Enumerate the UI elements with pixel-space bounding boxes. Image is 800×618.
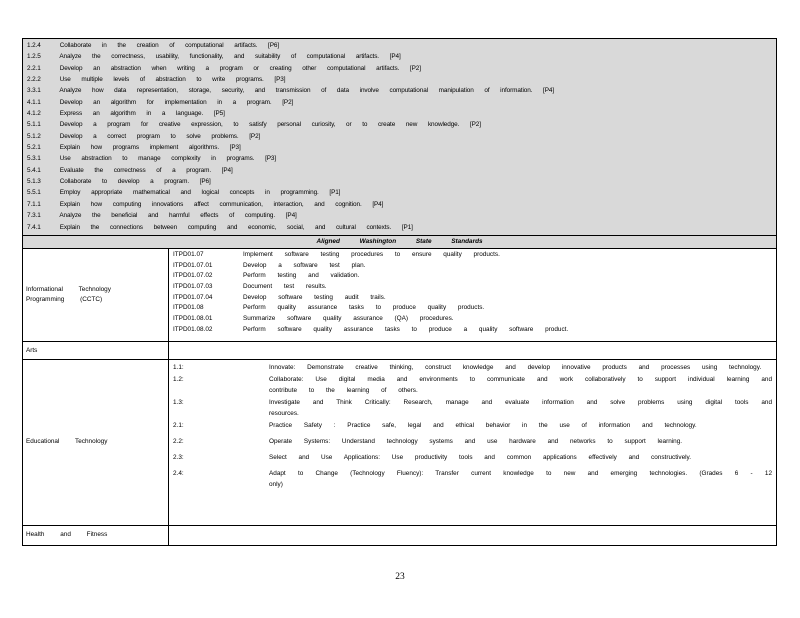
health-content bbox=[169, 526, 776, 545]
aligned-standards-heading: Aligned Washington State Standards bbox=[23, 236, 776, 249]
standard-line: 5.2.1 Explain how programs implement algorithms. [P3] bbox=[27, 144, 241, 152]
list-item: 2.3: Select and Use Applications: Use productivity tools and common applications effectively and constructively. bbox=[173, 453, 692, 461]
standard-line: 4.1.1 Develop an algorithm for implementation in a program. [P2] bbox=[27, 98, 294, 106]
standard-line: 5.4.1 Evaluate the correctness of a program. [P4] bbox=[27, 166, 233, 174]
standard-line: 2.2.2 Use multiple levels of abstraction to write programs. [P3] bbox=[27, 76, 286, 84]
list-item: ITPD01.08 Perform quality assurance tasks to produce quality products. bbox=[173, 304, 485, 312]
edu-label: Educational Technology bbox=[23, 360, 169, 525]
list-item: 2.4: Adapt to Change (Technology Fluency): Transfer current knowledge to new and emerging technologies. (Grades 6 - 12 only) bbox=[173, 469, 772, 488]
it-standards bbox=[169, 249, 776, 341]
standard-line: 7.3.1 Analyze the beneficial and harmful effects of computing. [P4] bbox=[27, 212, 297, 220]
edu-row bbox=[23, 360, 776, 526]
standard-line: 1.2.5 Analyze the correctness, usability, functionality, and suitability of computational artifacts. [P4] bbox=[27, 53, 401, 61]
arts-row bbox=[23, 342, 776, 360]
standard-line: 1.2.4 Collaborate in the creation of computational artifacts. [P6] bbox=[27, 42, 280, 49]
list-item: ITPD01.07.03 Document test results. bbox=[173, 282, 327, 290]
standard-line: 3.3.1 Analyze how data representation, storage, security, and transmission of data involve computational manipulation of information. [P4] bbox=[27, 87, 555, 95]
list-item: 1.3: Investigate and Think Critically: Research, manage and evaluate information and solve problems using digital tools and resources. bbox=[173, 398, 772, 417]
health-row bbox=[23, 526, 776, 545]
it-row bbox=[23, 249, 776, 342]
health-label: Health and Fitness bbox=[23, 526, 169, 545]
edu-standards bbox=[169, 360, 776, 525]
standards-table bbox=[22, 38, 777, 546]
standard-line: 7.4.1 Explain the connections between computing and economic, social, and cultural contexts. [P1] bbox=[27, 223, 413, 231]
list-item: 1.1: Innovate: Demonstrate creative thinking, construct knowledge and develop innovative products and processes using technology. bbox=[173, 363, 762, 371]
it-label: Informational Technology Programming (CCTC) bbox=[23, 249, 169, 341]
arts-label: Arts bbox=[23, 342, 169, 359]
list-item: ITPD01.08.02 Perform software quality assurance tasks to produce a quality software product. bbox=[173, 325, 569, 333]
standard-line: 5.3.1 Use abstraction to manage complexity in programs. [P3] bbox=[27, 155, 277, 163]
standard-line: 5.1.1 Develop a program for creative expression, to satisfy personal curiosity, or to create new knowledge. [P2] bbox=[27, 121, 481, 129]
standard-line: 7.1.1 Explain how computing innovations affect communication, interaction, and cognition. [P4] bbox=[27, 200, 384, 208]
list-item: 2.1: Practice Safety : Practice safe, legal and ethical behavior in the use of information and technology. bbox=[173, 421, 697, 429]
list-item: 1.2: Collaborate: Use digital media and environments to communicate and work collaboratively to support individual learning and contribute to the learning of others. bbox=[173, 375, 772, 394]
standard-line: 5.1.2 Develop a correct program to solve problems. [P2] bbox=[27, 132, 261, 140]
page-number: 23 bbox=[395, 572, 405, 582]
cs-standards-list bbox=[23, 39, 776, 236]
list-item: ITPD01.07.04 Develop software testing audit trails. bbox=[173, 293, 386, 301]
list-item: ITPD01.07.02 Perform testing and validation. bbox=[173, 272, 360, 280]
standard-line: 5.1.3 Collaborate to develop a program. [P6] bbox=[27, 178, 211, 186]
list-item: ITPD01.07.01 Develop a software test plan. bbox=[173, 261, 366, 269]
list-item: ITPD01.08.01 Summarize software quality assurance (QA) procedures. bbox=[173, 314, 454, 322]
standard-line: 5.5.1 Employ appropriate mathematical and logical concepts in programming. [P1] bbox=[27, 189, 341, 197]
standard-line: 2.2.1 Develop an abstraction when writing a program or creating other computational artifacts. [P2] bbox=[27, 64, 421, 72]
standard-line: 4.1.2 Express an algorithm in a language. [P5] bbox=[27, 110, 225, 118]
arts-content bbox=[169, 342, 776, 359]
list-item: ITPD01.07 Implement software testing procedures to ensure quality products. bbox=[173, 250, 500, 258]
list-item: 2.2: Operate Systems: Understand technology systems and use hardware and networks to support learning. bbox=[173, 437, 683, 445]
